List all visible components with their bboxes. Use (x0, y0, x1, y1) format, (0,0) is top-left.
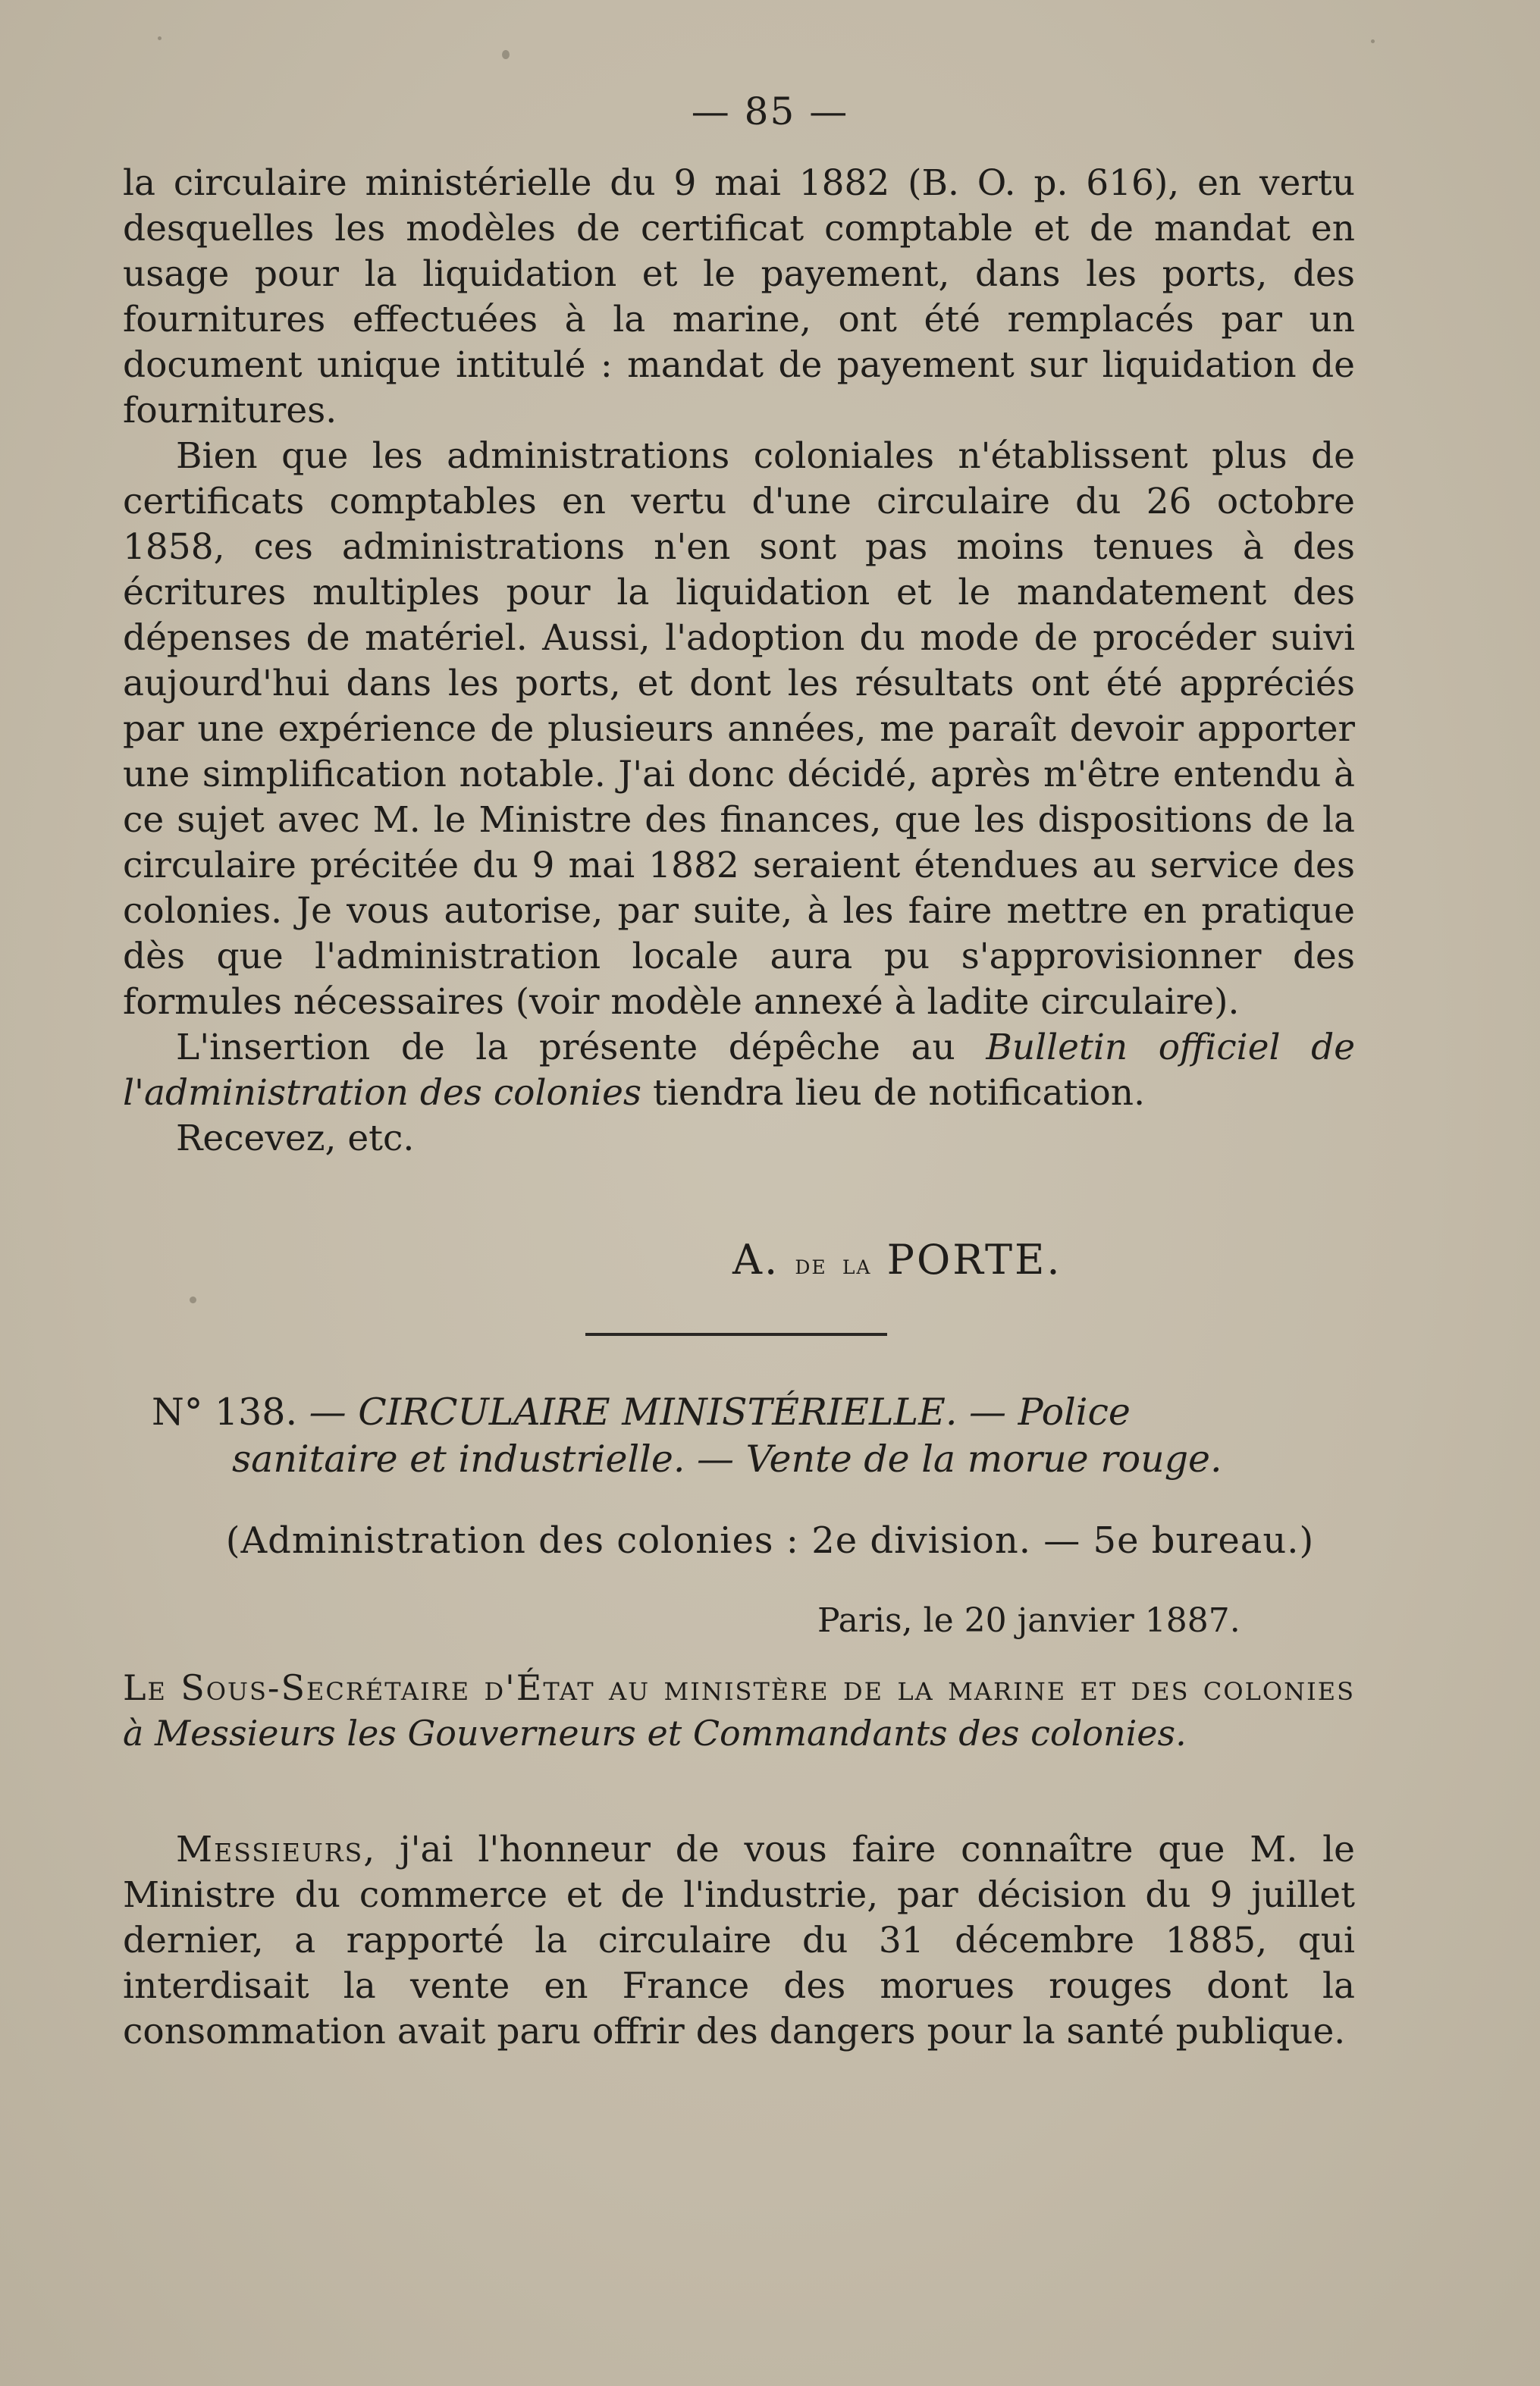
letter-paragraph (123, 1827, 1355, 2055)
insertion-suffix: tiendra lieu de notification. (641, 1072, 1146, 1114)
sender: Le Sous-Secrétaire d'État au ministère de la marine et des colonies (123, 1667, 1355, 1708)
paper-speck (190, 1296, 196, 1303)
circular-subject: sanitaire et industrielle. — Vente de la morue rouge. (232, 1438, 1222, 1481)
signature-particle-la: la (842, 1249, 872, 1281)
page-number: — 85 — (691, 89, 849, 133)
address-line (123, 1665, 1355, 1756)
section-divider (585, 1333, 887, 1336)
paragraph-insertion (123, 1025, 1355, 1116)
closing-formula: Recevez, etc. (176, 1118, 415, 1159)
paper-speck (502, 50, 510, 59)
signature-particle-de: de (795, 1249, 827, 1281)
letter-body (123, 1827, 1355, 2055)
circular-type: — CIRCULAIRE MINISTÉRIELLE. — Police (309, 1391, 1131, 1434)
signature (732, 1236, 1062, 1284)
signature-name: PORTE. (886, 1236, 1062, 1284)
letter-text: , j'ai l'honneur de vous faire connaître que M. le Ministre du commerce et de l'industrie, par décision du 9 juillet dernier, a rapporté la circulaire du 31 décembre 1885, qui interdisait la vente en France des morues rouges dont la consommation avait paru offrir des dangers pour la santé publique. (123, 1829, 1355, 2052)
circular-heading (152, 1389, 1335, 1483)
salutation: Messieurs (176, 1829, 364, 1870)
administration-line: (Administration des colonies : 2e division. — 5e bureau.) (225, 1519, 1315, 1562)
bulletin-title: Bulletin officiel de l'administration des colonies (123, 1027, 1356, 1114)
circular-number: N° 138. (152, 1391, 298, 1434)
place-date: Paris, le 20 janvier 1887. (817, 1601, 1240, 1640)
paragraph-circular-reference: la circulaire ministérielle du 9 mai 1882 (B. O. p. 616), en vertu desquelles les modèles de certificat comptable et de mandat en usage pour la liquidation et le payement, dans les ports, des fournitures effectuées à la marine, ont été remplacés par un document unique intitulé : mandat de payement sur liquidation de fournitures. (123, 162, 1355, 431)
insertion-prefix: L'insertion de la présente dépêche au (176, 1027, 986, 1068)
recipients: à Messieurs les Gouverneurs et Commandants des colonies. (123, 1713, 1187, 1754)
text-block-continuation (123, 161, 1355, 1162)
paper-speck (158, 36, 162, 40)
paragraph-colonial-administrations: Bien que les administrations coloniales n'établissent plus de certificats comptables en vertu d'une circulaire du 26 octobre 1858, ces administrations n'en sont pas moins tenues à des écritures multiples pour la liquidation et le mandatement des dépenses de matériel. Aussi, l'adoption du mode de procéder suivi aujourd'hui dans les ports, et dont les résultats ont été appréciés par une expérience de plusieurs années, me paraît devoir apporter une simplification notable. J'ai donc décidé, après m'être entendu à ce sujet avec M. le Ministre des finances, que les dispositions de la circulaire précitée du 9 mai 1882 seraient étendues au service des colonies. Je vous autorise, par suite, à les faire mettre en pratique dès que l'administration locale aura pu s'approvisionner des formules nécessaires (voir modèle annexé à ladite circulaire). (123, 435, 1355, 1023)
paper-speck (1371, 39, 1375, 43)
signature-initial: A. (732, 1236, 780, 1284)
